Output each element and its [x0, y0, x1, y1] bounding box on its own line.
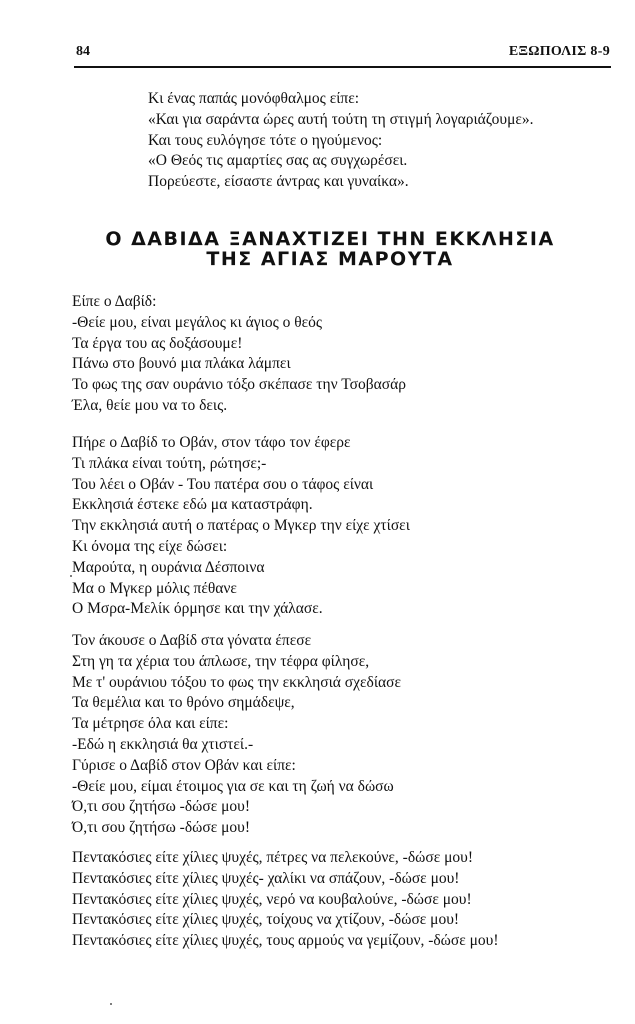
verse-line: Κι όνομα της είχε δώσει: [72, 537, 228, 555]
verse-line: Πορεύεστε, είσαστε άντρας και γυναίκα». [148, 173, 409, 191]
verse-line: Μα ο Μγκερ μόλις πέθανε [72, 579, 237, 597]
verse-line: Και τους ευλόγησε τότε ο ηγούμενος: [148, 131, 383, 149]
verse-line: Έλα, θείε μου να το δεις. [72, 396, 228, 414]
stanza [72, 631, 401, 839]
verse-line: Ο Μσρα-Μελίκ όρμησε και την χάλασε. [72, 600, 323, 618]
verse-line: Μαρούτα, η ουράνια Δέσποινα [72, 558, 265, 576]
verse-line: Εκκλησιά έστεκε εδώ μα καταστράφη. [72, 496, 313, 514]
verse-line: Πήρε ο Δαβίδ το Οβάν, στον τάφο τον έφερε [72, 434, 351, 451]
section-heading-line-1: Ο ΔΑΒΙΔΑ ΞΑΝΑΧΤΙΖΕΙ ΤΗΝ ΕΚΚΛΗΣΙΑ [105, 228, 555, 250]
verse-line: -Εδώ η εκκλησιά θα χτιστεί.- [72, 735, 254, 753]
verse-line: Πάνω στο βουνό μια πλάκα λάμπει [72, 355, 291, 373]
verse-line: Του λέει ο Οβάν - Του πατέρα σου ο τάφος είναι [72, 475, 374, 493]
verse-line: -Θείε μου, είμαι έτοιμος για σε και τη ζωή να δώσω [72, 777, 394, 795]
running-title: ΕΞΩΠΟΛΙΣ 8-9 [508, 44, 610, 59]
verse-line: Ό,τι σου ζητήσω -δώσε μου! [72, 819, 250, 837]
verse-line: Στη γη τα χέρια του άπλωσε, την τέφρα φίλησε, [72, 652, 370, 670]
section-heading-line-2: ΤΗΣ ΑΓΙΑΣ ΜΑΡΟΥΤΑ [206, 248, 454, 270]
print-speck [110, 1003, 112, 1005]
verse-line: «Και για σαράντα ώρες αυτή τούτη τη στιγμή λογαριάζουμε». [148, 110, 534, 128]
verse-line: Ό,τι σου ζητήσω -δώσε μου! [72, 798, 250, 816]
intro-verse [148, 89, 534, 193]
verse-line: Πεντακόσιες είτε χίλιες ψυχές, νερό να κουβαλούνε, -δώσε μου! [72, 890, 472, 908]
verse-line: Με τ' ουράνιου τόξου το φως την εκκλησιά σχεδίασε [72, 673, 402, 691]
stanza [72, 433, 410, 620]
verse-line: Τα έργα του ας δοξάσουμε! [72, 334, 243, 352]
verse-line: Τον άκουσε ο Δαβίδ στα γόνατα έπεσε [72, 632, 312, 649]
verse-line: Πεντακόσιες είτε χίλιες ψυχές, πέτρες να πελεκούνε, -δώσε μου! [72, 849, 473, 866]
verse-line: Πεντακόσιες είτε χίλιες ψυχές- χαλίκι να σπάζουν, -δώσε μου! [72, 869, 460, 887]
verse-line: Τα μέτρησε όλα και είπε: [72, 715, 229, 733]
verse-line: Τα θεμέλια και το θρόνο σημάδεψε, [72, 694, 295, 712]
verse-line: Είπε ο Δαβίδ: [72, 293, 157, 310]
verse-line: Τι πλάκα είναι τούτη, ρώτησε;- [72, 454, 267, 472]
verse-line: Πεντακόσιες είτε χίλιες ψυχές, τοίχους να χτίζουν, -δώσε μου! [72, 911, 460, 929]
verse-line: Την εκκλησιά αυτή ο πατέρας ο Μγκερ την είχε χτίσει [72, 517, 410, 535]
verse-line: Πεντακόσιες είτε χίλιες ψυχές, τους αρμούς να γεμίζουν, -δώσε μου! [72, 932, 499, 950]
page-header [76, 44, 610, 64]
stanza [72, 848, 499, 952]
page-number: 84 [76, 44, 90, 59]
verse-line: Γύρισε ο Δαβίδ στον Οβάν και είπε: [72, 756, 296, 774]
stanza [72, 292, 406, 417]
header-rule [74, 66, 611, 68]
print-speck [70, 575, 72, 577]
verse-line: «Ο Θεός τις αμαρτίες σας ας συγχωρέσει. [148, 152, 408, 170]
verse-line: Κι ένας παπάς μονόφθαλμος είπε: [148, 90, 360, 107]
verse-line: Το φως της σαν ουράνιο τόξο σκέπασε την Τσοβασάρ [72, 376, 406, 394]
verse-line: -Θείε μου, είναι μεγάλος κι άγιος ο θεός [72, 313, 323, 331]
